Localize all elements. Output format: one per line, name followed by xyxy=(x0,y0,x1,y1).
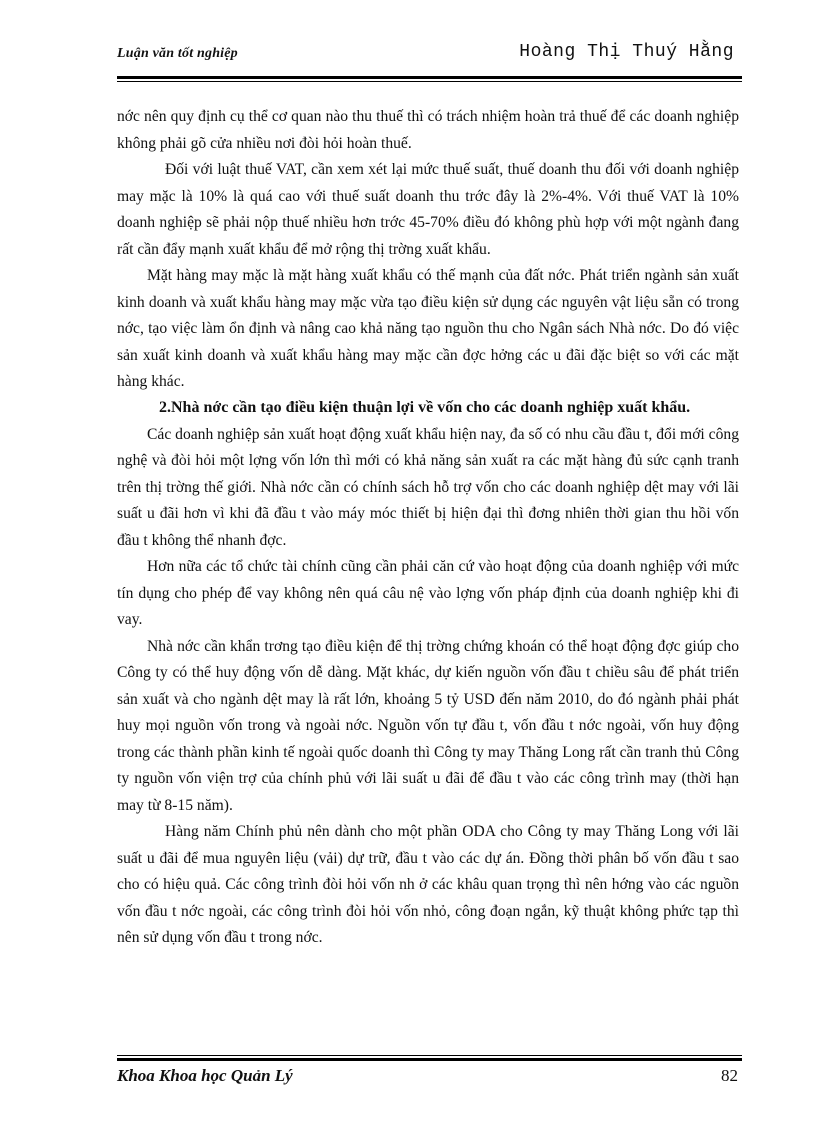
page-body xyxy=(117,104,739,952)
footer-rule-thick xyxy=(117,1058,742,1061)
paragraph-7: Hàng năm Chính phủ nên dành cho một phần ODA cho Công ty may Thăng Long với lãi suất u đãi để mua nguyên liệu (vải) dự trữ, đầu t vào các dự án. Đồng thời phân bố vốn đầu t sao cho có hiệu quả. Các công trình đòi hỏi vốn nh ở các khâu quan trọng thì nên hớng vào các nguồn vốn đầu t nớc ngoài, các công trình đòi hỏi vốn nhỏ, công đoạn ngắn, kỹ thuật không phức tạp thì nên sử dụng vốn đầu t trong nớc. xyxy=(117,823,739,946)
paragraph-2: Đối với luật thuế VAT, cần xem xét lại mức thuế suất, thuế doanh thu đối với doanh nghiệp may mặc là 10% là quá cao với thuế suất doanh thu trớc đây là 2%-4%. Với thuế VAT là 10% doanh nghiệp sẽ phải nộp thuế nhiều hơn trớc 45-70% điều đó không phù hợp với một ngành đang rất cần đẩy mạnh xuất khẩu để mở rộng thị trờng xuất khẩu. xyxy=(117,161,739,258)
header-author: Hoàng Thị Thuý Hằng xyxy=(519,42,734,62)
header-rule-thin xyxy=(117,81,742,82)
page-number: 82 xyxy=(721,1066,738,1085)
header-rule-thick xyxy=(117,76,742,79)
paragraph-4: Các doanh nghiệp sản xuất hoạt động xuất khẩu hiện nay, đa số có nhu cầu đầu t, đổi mới công nghệ và đòi hỏi một lợng vốn lớn thì mới có khả năng sản xuất ra các mặt hàng đủ sức cạnh tranh trên thị trờng thế giới. Nhà nớc cần có chính sách hỗ trợ vốn cho các doanh nghiệp dệt may với lãi suất u đãi hơn vì khi đã đầu t vào máy móc thiết bị hiện đại thì đơng nhiên thời gian thu hồi vốn đầu t không thể nhanh đợc. xyxy=(117,425,739,549)
page-header xyxy=(117,36,742,72)
paragraph-1: nớc nên quy định cụ thể cơ quan nào thu thuế thì có trách nhiệm hoàn trả thuế để các doanh nghiệp không phải gõ cửa nhiều nơi đòi hỏi hoàn thuế. xyxy=(117,108,739,152)
footer-department: Khoa Khoa học Quản Lý xyxy=(117,1066,293,1085)
section-heading: 2.Nhà nớc cần tạo điều kiện thuận lợi về vốn cho các doanh nghiệp xuất khẩu. xyxy=(159,398,691,416)
footer-rule-thin xyxy=(117,1055,742,1056)
paragraph-6: Nhà nớc cần khẩn trơng tạo điều kiện để thị trờng chứng khoán có thể hoạt động đợc giúp cho Công ty có thể huy động vốn dễ dàng. Mặt khác, dự kiến nguồn vốn đầu t chiều sâu để phát triển sản xuất và cho ngành dệt may là rất lớn, khoảng 5 tỷ USD đến năm 2010, do đó ngành phải phát huy mọi nguồn vốn trong và ngoài nớc. Nguồn vốn tự đầu t, vốn đầu t nớc ngoài, vốn huy động trong các thành phần kinh tế ngoài quốc doanh thì Công ty may Thăng Long rất cần tranh thủ Công ty nguồn vốn viện trợ của chính phủ với lãi suất u đãi để đầu t vào các công trình may (thời hạn may từ 8-15 năm). xyxy=(117,637,739,814)
paragraph-3: Mặt hàng may mặc là mặt hàng xuất khẩu có thế mạnh của đất nớc. Phát triển ngành sản xuất kinh doanh và xuất khẩu hàng may mặc vừa tạo điều kiện sử dụng các nguyên vật liệu sẵn có trong nớc, tạo việc làm ổn định và nâng cao khả năng tạo nguồn thu cho Ngân sách Nhà nớc. Do đó việc sản xuất kinh doanh và xuất khẩu hàng may mặc cần đợc hởng các u đãi đặc biệt so với các mặt hàng khác. xyxy=(117,267,739,390)
header-left-text: Luận văn tốt nghiệp xyxy=(117,46,238,61)
paragraph-5: Hơn nữa các tổ chức tài chính cũng cần phải căn cứ vào hoạt động của doanh nghiệp với mức tín dụng cho phép để vay không nên quá câu nệ vào lợng vốn pháp định của doanh nghiệp khi đi vay. xyxy=(117,558,739,628)
